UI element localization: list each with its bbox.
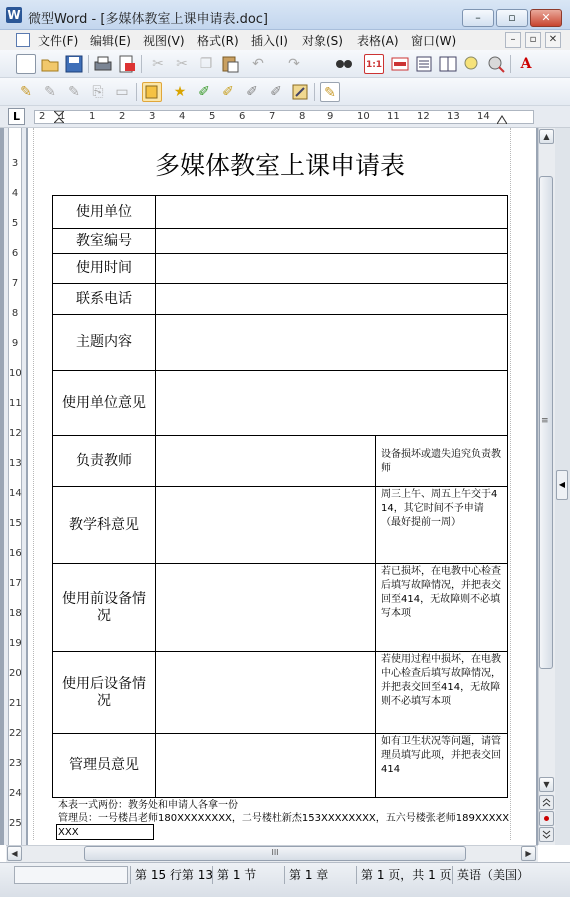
columns-icon[interactable] bbox=[438, 54, 458, 74]
form-icon[interactable]: ✎ bbox=[320, 82, 340, 102]
doc-minimize-button[interactable]: – bbox=[505, 32, 521, 48]
menu-edit[interactable]: 编辑(E) bbox=[90, 34, 131, 48]
zoom-icon[interactable] bbox=[462, 54, 482, 74]
ruler-number: 9 bbox=[327, 111, 334, 122]
field-teacher[interactable] bbox=[155, 435, 376, 487]
close-button[interactable]: ✕ bbox=[530, 9, 562, 27]
ruler-number: 11 bbox=[387, 111, 400, 122]
doc-restore-button[interactable]: ▫ bbox=[525, 32, 541, 48]
scroll-up-button[interactable]: ▲ bbox=[539, 129, 554, 144]
toolbar-separator bbox=[314, 83, 315, 101]
text-icon[interactable] bbox=[414, 54, 434, 74]
menu-insert[interactable]: 插入(I) bbox=[251, 34, 288, 48]
status-message bbox=[14, 866, 128, 884]
note-admin-opinion[interactable]: 如有卫生状况等问题，请管理员填写此项，并把表交回414 bbox=[375, 733, 508, 798]
ruler-number: 5 bbox=[209, 111, 216, 122]
note-icon[interactable] bbox=[290, 82, 310, 102]
footnote-copies[interactable]: 本表一式两份：教务处和申请人各拿一份 bbox=[58, 800, 238, 811]
help-icon[interactable] bbox=[486, 54, 506, 74]
tab-selector[interactable]: L bbox=[8, 108, 25, 125]
note-dept-opinion[interactable]: 周三上午、周五上午交于414，其它时间不予申请（最好提前一周） bbox=[375, 486, 508, 564]
indent-marker[interactable] bbox=[54, 111, 64, 123]
row-label-admin-opinion[interactable]: 管理员意见 bbox=[52, 733, 156, 798]
ruler-number: 9 bbox=[11, 338, 19, 349]
edit3-icon[interactable]: ✎ bbox=[68, 84, 80, 100]
status-row-col: 第 15 行第 13 bbox=[130, 866, 217, 884]
horizontal-scroll-thumb[interactable]: III bbox=[84, 846, 466, 861]
edit5-icon[interactable]: ▭ bbox=[115, 84, 129, 100]
ruler-number: 12 bbox=[9, 428, 22, 439]
text-selection bbox=[56, 824, 154, 840]
toolbar-separator bbox=[88, 55, 89, 73]
edit1-icon[interactable]: ✎ bbox=[20, 84, 32, 100]
ruler-number: 13 bbox=[9, 458, 22, 469]
status-page: 第 1 页，共 1 页 bbox=[356, 866, 456, 884]
ruler-number: 2 bbox=[39, 111, 46, 122]
pen1-icon[interactable]: ✐ bbox=[198, 84, 210, 100]
field-dept-opinion[interactable] bbox=[155, 486, 376, 564]
window-title: 微型Word - [多媒体教室上课申请表.doc] bbox=[28, 12, 268, 27]
frame-icon[interactable] bbox=[390, 54, 410, 74]
open-icon[interactable] bbox=[40, 54, 60, 74]
ruler-number: 14 bbox=[9, 488, 22, 499]
pen4-icon[interactable]: ✐ bbox=[270, 84, 282, 100]
ruler-number: 3 bbox=[11, 158, 19, 169]
ruler-number: 22 bbox=[9, 728, 22, 739]
save-icon[interactable] bbox=[64, 54, 84, 74]
ruler-number: 6 bbox=[11, 248, 19, 259]
field-admin-opinion[interactable] bbox=[155, 733, 376, 798]
note-teacher[interactable]: 设备损坏或遗失追究负责教师 bbox=[375, 435, 508, 487]
ruler-number: 2 bbox=[119, 111, 126, 122]
template-icon[interactable] bbox=[142, 82, 162, 102]
document-icon[interactable] bbox=[16, 33, 30, 47]
side-panel-toggle-icon[interactable]: ◀ bbox=[556, 470, 568, 500]
ruler-number: 18 bbox=[9, 608, 22, 619]
ruler-number: 10 bbox=[9, 368, 22, 379]
star-icon[interactable]: ★ bbox=[173, 84, 187, 100]
status-section: 第 1 节 bbox=[212, 866, 260, 884]
ruler-number: 11 bbox=[9, 398, 22, 409]
toolbar-separator bbox=[510, 55, 511, 73]
note-before-condition[interactable]: 若已损坏，在电教中心检查后填写故障情况，并把表交回至414，无故障则不必填写本项 bbox=[375, 563, 508, 652]
pdf-icon[interactable] bbox=[117, 54, 137, 74]
next-page-button[interactable] bbox=[539, 827, 554, 842]
ruler-number: 17 bbox=[9, 578, 22, 589]
ruler-number: 13 bbox=[447, 111, 460, 122]
cut-icon[interactable]: ✂ bbox=[152, 56, 164, 72]
field-room[interactable] bbox=[155, 228, 508, 254]
ruler-number: 3 bbox=[149, 111, 156, 122]
table-icon[interactable]: 1:1 bbox=[364, 54, 384, 74]
edit2-icon[interactable]: ✎ bbox=[44, 84, 56, 100]
copy-icon[interactable]: ❐ bbox=[199, 56, 213, 72]
row-label-dept-opinion[interactable]: 教学科意见 bbox=[52, 486, 156, 564]
prev-page-button[interactable] bbox=[539, 795, 554, 810]
field-phone[interactable] bbox=[155, 283, 508, 315]
ruler-number: 12 bbox=[417, 111, 430, 122]
browse-object-button[interactable] bbox=[539, 811, 554, 826]
ruler-number: 21 bbox=[9, 698, 22, 709]
pen2-icon[interactable]: ✐ bbox=[222, 84, 234, 100]
ruler-number: 19 bbox=[9, 638, 22, 649]
document-title[interactable]: 多媒体教室上课申请表 bbox=[154, 151, 405, 180]
font-color-icon[interactable]: A bbox=[520, 56, 532, 72]
new-icon[interactable] bbox=[16, 54, 36, 74]
pen3-icon[interactable]: ✐ bbox=[246, 84, 258, 100]
minimize-button[interactable]: – bbox=[462, 9, 494, 27]
doc-close-button[interactable]: ✕ bbox=[545, 32, 561, 48]
right-indent-marker[interactable] bbox=[497, 113, 507, 123]
ruler-number: 23 bbox=[9, 758, 22, 769]
row-label-teacher[interactable]: 负责教师 bbox=[52, 435, 156, 487]
ruler-number: 24 bbox=[9, 788, 22, 799]
ruler-number: 4 bbox=[179, 111, 186, 122]
ruler-number: 7 bbox=[11, 278, 19, 289]
edit4-icon[interactable]: ⎘ bbox=[92, 84, 104, 100]
row-label-unit[interactable]: 使用单位 bbox=[52, 195, 156, 229]
menu-file[interactable]: 文件(F) bbox=[38, 34, 79, 48]
ruler-number: 20 bbox=[9, 668, 22, 679]
row-label-before-condition[interactable]: 使用前设备情况 bbox=[52, 563, 156, 652]
status-chapter: 第 1 章 bbox=[284, 866, 332, 884]
ruler-number: 1 bbox=[89, 111, 96, 122]
cut-icon[interactable]: ✂ bbox=[176, 56, 188, 72]
scroll-left-button[interactable]: ◀ bbox=[7, 846, 22, 861]
scroll-right-button[interactable]: ▶ bbox=[521, 846, 536, 861]
field-topic[interactable] bbox=[155, 314, 508, 371]
ruler-number: 25 bbox=[9, 818, 22, 829]
toolbar-separator bbox=[136, 83, 137, 101]
menu-view[interactable]: 视图(V) bbox=[143, 34, 185, 48]
ruler-number: 5 bbox=[11, 218, 19, 229]
ruler-number: 8 bbox=[299, 111, 306, 122]
scroll-grip-icon: ≡ bbox=[541, 416, 549, 426]
maximize-button[interactable]: ▫ bbox=[496, 9, 528, 27]
field-time[interactable] bbox=[155, 253, 508, 284]
undo-icon[interactable]: ↶ bbox=[252, 56, 264, 72]
scroll-down-button[interactable]: ▼ bbox=[539, 777, 554, 792]
print-icon[interactable] bbox=[93, 54, 113, 74]
row-label-phone[interactable]: 联系电话 bbox=[52, 283, 156, 315]
redo-icon[interactable]: ↷ bbox=[288, 56, 300, 72]
menu-window[interactable]: 窗口(W) bbox=[411, 34, 457, 48]
paste-icon[interactable] bbox=[220, 54, 240, 74]
horizontal-ruler[interactable] bbox=[34, 110, 534, 124]
menu-object[interactable]: 对象(S) bbox=[302, 34, 343, 48]
menu-format[interactable]: 格式(R) bbox=[197, 34, 239, 48]
field-after-condition[interactable] bbox=[155, 651, 376, 734]
menu-table[interactable]: 表格(A) bbox=[357, 34, 399, 48]
ruler-number: 15 bbox=[9, 518, 22, 529]
field-unit[interactable] bbox=[155, 195, 508, 229]
ruler-number: 4 bbox=[11, 188, 19, 199]
row-label-topic[interactable]: 主题内容 bbox=[52, 314, 156, 371]
ruler-number: 8 bbox=[11, 308, 19, 319]
footnote-admins[interactable]: 管理员：一号楼吕老师180XXXXXXXX，二号楼杜新杰153XXXXXXXX，五六号楼张老师189XXXXXXXX bbox=[58, 813, 510, 838]
app-icon[interactable]: W bbox=[7, 8, 21, 22]
ruler-number: 10 bbox=[357, 111, 370, 122]
field-before-condition[interactable] bbox=[155, 563, 376, 652]
row-label-unit-opinion[interactable]: 使用单位意见 bbox=[52, 370, 156, 436]
note-after-condition[interactable]: 若使用过程中损坏，在电教中心检查后填写故障情况，并把表交回至414，无故障则不必填写本项 bbox=[375, 651, 508, 734]
row-label-after-condition[interactable]: 使用后设备情况 bbox=[52, 651, 156, 734]
ruler-number: 1 bbox=[59, 111, 66, 122]
ruler-number: 16 bbox=[9, 548, 22, 559]
toolbar-separator bbox=[141, 55, 142, 73]
find-icon[interactable] bbox=[334, 54, 354, 74]
ruler-number: 6 bbox=[239, 111, 246, 122]
ruler-number: 7 bbox=[269, 111, 276, 122]
row-label-time[interactable]: 使用时间 bbox=[52, 253, 156, 284]
ruler-number: 14 bbox=[477, 111, 490, 122]
row-label-room[interactable]: 教室编号 bbox=[52, 228, 156, 254]
status-language[interactable]: 英语（美国） bbox=[452, 866, 533, 884]
field-unit-opinion[interactable] bbox=[155, 370, 508, 436]
